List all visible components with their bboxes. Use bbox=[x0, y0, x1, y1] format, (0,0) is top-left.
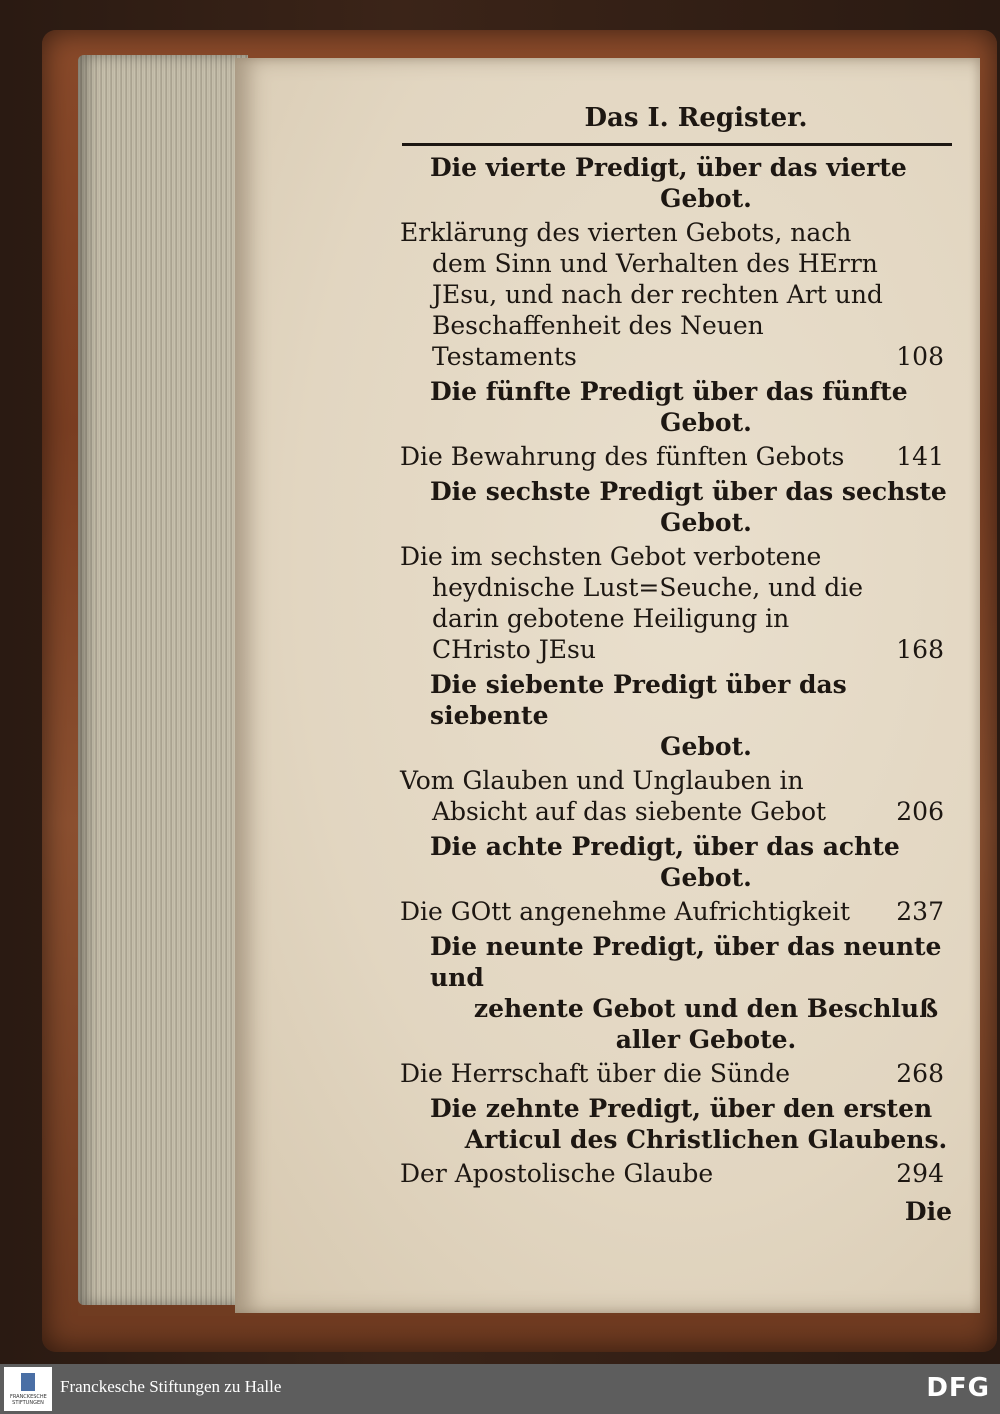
topic-text: Erklärung des vierten Gebots, nach dem Sinn und Verhalten des HErrn JEsu, und nach der rechten Art und Beschaffenheit des Neuen Testaments bbox=[400, 218, 883, 371]
sermon-line: Die zehnte Predigt, über den ersten bbox=[430, 1094, 933, 1123]
sermon-line: Die vierte Predigt, über das vierte bbox=[430, 153, 907, 182]
sermon-line: Die sechste Predigt über das sechste bbox=[430, 477, 947, 506]
logo-mark-icon bbox=[21, 1373, 35, 1391]
topic-entry bbox=[400, 1158, 952, 1189]
institution-name: Franckesche Stiftungen zu Halle bbox=[60, 1377, 282, 1396]
topic-text: Der Apostolische Glaube bbox=[400, 1159, 714, 1188]
page-number: 206 bbox=[896, 797, 944, 826]
sermon-heading bbox=[400, 669, 952, 762]
sermon-line: Die neunte Predigt, über das neunte und bbox=[430, 932, 942, 992]
sermon-heading bbox=[400, 476, 952, 538]
catchword: Die bbox=[904, 1197, 952, 1226]
sermon-line: Gebot. bbox=[660, 508, 752, 537]
topic-entry bbox=[400, 217, 952, 372]
sermon-heading bbox=[400, 1093, 952, 1155]
topic-text: Vom Glauben und Unglauben in Absicht auf das siebente Gebot bbox=[400, 766, 827, 826]
logo-text: FRANCKESCHE STIFTUNGEN bbox=[10, 1394, 47, 1406]
sermon-line: Die siebente Predigt über das siebente bbox=[430, 670, 847, 730]
topic-entry bbox=[400, 441, 952, 472]
page-number: 168 bbox=[896, 635, 944, 664]
page-number: 268 bbox=[896, 1059, 944, 1088]
sermon-line: zehente Gebot und den Beschluß aller Gebote. bbox=[473, 994, 939, 1054]
sermon-line: Gebot. bbox=[660, 408, 752, 437]
page-number: 108 bbox=[896, 342, 944, 371]
page-title: Das I. Register. bbox=[584, 103, 808, 133]
sermon-line: Gebot. bbox=[660, 863, 752, 892]
institution-logo[interactable] bbox=[4, 1367, 52, 1411]
sermon-line: Articul des Christlichen Glaubens. bbox=[464, 1125, 948, 1154]
topic-entry bbox=[400, 896, 952, 927]
sermon-heading bbox=[400, 376, 952, 438]
sermon-line: Die achte Predigt, über das achte bbox=[430, 832, 900, 861]
page-number: 141 bbox=[896, 442, 944, 471]
page-number: 294 bbox=[896, 1159, 944, 1188]
sermon-heading bbox=[400, 831, 952, 893]
header-rule bbox=[402, 143, 952, 146]
viewer-footer bbox=[0, 1364, 1000, 1414]
topic-text: Die Herrschaft über die Sünde bbox=[400, 1059, 791, 1088]
sermon-line: Gebot. bbox=[660, 184, 752, 213]
page-number: 237 bbox=[896, 897, 944, 926]
dfg-logo[interactable]: DFG bbox=[926, 1373, 990, 1403]
topic-text: Die GOtt angenehme Aufrichtigkeit bbox=[400, 897, 851, 926]
topic-text: Die im sechsten Gebot verbotene heydnische Lust=Seuche, und die darin gebotene Heiligung in CHristo JEsu bbox=[400, 542, 864, 664]
sermon-heading bbox=[400, 931, 952, 1055]
sermon-heading bbox=[400, 152, 952, 214]
sermon-line: Gebot. bbox=[660, 732, 752, 761]
topic-entry bbox=[400, 541, 952, 665]
sermon-line: Die fünfte Predigt über das fünfte bbox=[430, 377, 908, 406]
topic-entry bbox=[400, 765, 952, 827]
topic-text: Die Bewahrung des fünften Gebots bbox=[400, 442, 845, 471]
page-edges bbox=[78, 55, 248, 1305]
register-text bbox=[400, 95, 952, 1226]
topic-entry bbox=[400, 1058, 952, 1089]
